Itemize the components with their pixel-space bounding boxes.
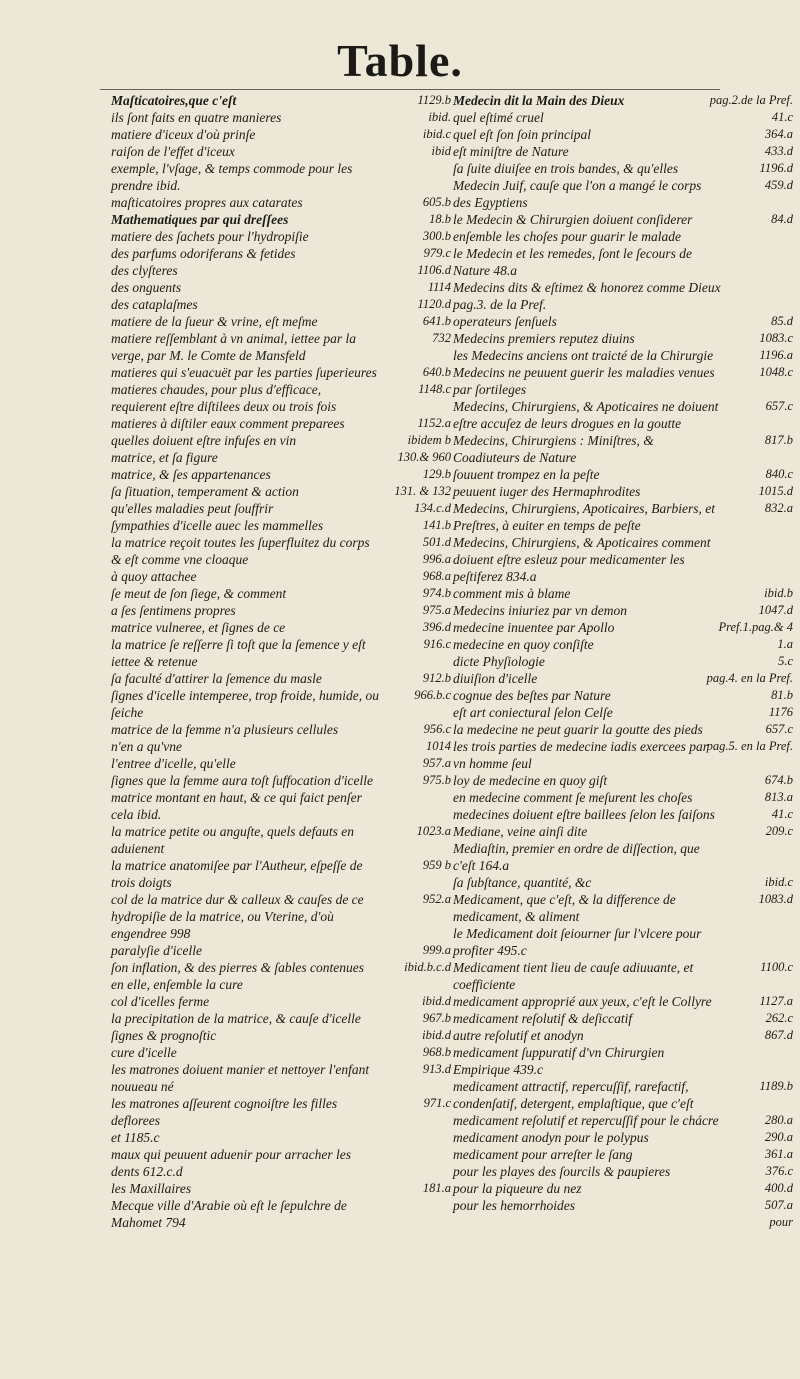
entry-text: Mecque ville d'Arabie où eſt le ſepulchre de Mahomet 794 bbox=[111, 1198, 347, 1230]
entry-text: matieres chaudes, pour plus d'efficace, requierent eſtre diſtilees deux ou trois fois bbox=[111, 382, 337, 414]
index-entry bbox=[111, 568, 451, 585]
entry-text: medicament reſolutif et repercuſſif pour le chácre bbox=[453, 1113, 719, 1128]
index-entry bbox=[111, 585, 451, 602]
entry-text: les trois parties de medecine iadis exercees par vn homme ſeul bbox=[453, 739, 709, 771]
entry-page-ref: 974.b bbox=[422, 586, 451, 600]
entry-text: Medecins, Chirurgiens, Apoticaires, Barbiers, et Preſtres, à euiter en temps de peſte bbox=[453, 501, 715, 533]
entry-text: comment mis à blame bbox=[453, 586, 571, 601]
entry-text: Mediane, veine ainſi dite bbox=[453, 824, 588, 839]
entry-page-ref: 262.c bbox=[765, 1011, 793, 1025]
entry-page-ref: 959 b bbox=[422, 858, 451, 872]
entry-text: peuuent iuger des Hermaphrodites bbox=[453, 484, 641, 499]
entry-page-ref: 952.a bbox=[422, 892, 451, 906]
entry-page-ref: 832.a bbox=[764, 501, 793, 515]
entry-page-ref: 400.d bbox=[764, 1181, 793, 1195]
entry-page-ref: 364.a bbox=[764, 127, 793, 141]
entry-text: medecine inuentee par Apollo bbox=[453, 620, 615, 635]
entry-page-ref: 181.a bbox=[422, 1181, 451, 1195]
entry-text: & eſt comme vne cloaque bbox=[111, 552, 249, 567]
index-entry bbox=[453, 806, 793, 823]
index-entry bbox=[453, 279, 793, 313]
index-entry bbox=[111, 211, 451, 228]
entry-text: ils ſont faits en quatre manieres bbox=[111, 110, 282, 125]
entry-text: les matrones aſſeurent cognoiſtre les filles deflorees bbox=[111, 1096, 338, 1128]
entry-text: les Medecins anciens ont traicté de la Chirurgie bbox=[453, 348, 714, 363]
entry-page-ref: ibid.b.c.d bbox=[404, 960, 451, 974]
entry-text: matrice, & ſes appartenances bbox=[111, 467, 271, 482]
index-entry bbox=[453, 177, 793, 211]
entry-text: ſa ſituation, temperament & action bbox=[111, 484, 299, 499]
entry-page-ref: 5.c bbox=[778, 654, 793, 668]
entry-page-ref: 657.c bbox=[765, 722, 793, 736]
entry-page-ref: 507.a bbox=[764, 1198, 793, 1212]
entry-page-ref: 1129.b bbox=[417, 93, 451, 107]
entry-page-ref: ibid.b bbox=[764, 586, 793, 600]
entry-text: matrice de la femme n'a plusieurs cellules bbox=[111, 722, 339, 737]
index-entry bbox=[111, 296, 451, 313]
index-entry bbox=[453, 840, 793, 874]
entry-text: Medecins ne peuuent guerir les maladies venues par ſortileges bbox=[453, 365, 715, 397]
entry-page-ref: 971.c bbox=[423, 1096, 451, 1110]
entry-page-ref: 967.b bbox=[422, 1011, 451, 1025]
index-entry bbox=[111, 330, 451, 364]
entry-page-ref: 1120.d bbox=[417, 297, 451, 311]
entry-page-ref: 361.a bbox=[764, 1147, 793, 1161]
index-entry bbox=[453, 245, 793, 279]
entry-page-ref: 376.c bbox=[765, 1164, 793, 1178]
entry-text: ſon inflation, & des pierres & ſables contenues en elle, enſemble la cure bbox=[111, 960, 364, 992]
entry-text: en medecine comment ſe meſurent les choſes bbox=[453, 790, 693, 805]
index-entry bbox=[453, 993, 793, 1010]
entry-text: loy de medecine en quoy giſt bbox=[453, 773, 608, 788]
index-entry bbox=[453, 126, 793, 143]
entry-page-ref: 129.b bbox=[422, 467, 451, 481]
entry-text: cognue des beſtes par Nature bbox=[453, 688, 611, 703]
entry-text: medicament anodyn pour le polypus bbox=[453, 1130, 649, 1145]
index-entry bbox=[111, 823, 451, 857]
index-entry bbox=[111, 1129, 451, 1146]
entry-text: matiere de la ſueur & vrine, eſt meſme bbox=[111, 314, 318, 329]
index-entry bbox=[111, 908, 451, 942]
entry-text: matrice montant en haut, & ce qui faict penſer cela ibid. bbox=[111, 790, 362, 822]
index-entry bbox=[453, 1010, 793, 1027]
entry-text: ſe meut de ſon ſiege, & comment bbox=[111, 586, 287, 601]
entry-text: ſignes & prognoſtic bbox=[111, 1028, 217, 1043]
entry-text: medicament ſuppuratif d'vn Chirurgien Empirique 439.c bbox=[453, 1045, 665, 1077]
entry-page-ref: 640.b bbox=[422, 365, 451, 379]
entry-text: matieres qui s'euacuët par les parties ſuperieures bbox=[111, 365, 377, 380]
entry-text: et 1185.c bbox=[111, 1130, 160, 1145]
index-entry bbox=[111, 432, 451, 449]
entry-text: Medecins, Chirurgiens, & Apoticaires ne doiuent eſtre accuſez de leurs drogues en la goutte bbox=[453, 399, 719, 431]
index-entry bbox=[453, 670, 793, 687]
entry-text: maux qui peuuent aduenir pour arracher les dents 612.c.d bbox=[111, 1147, 351, 1179]
entry-page-ref: 1196.a bbox=[759, 348, 793, 362]
index-entry bbox=[453, 1112, 793, 1129]
page-title: Table. bbox=[337, 35, 463, 86]
entry-page-ref: 732 bbox=[432, 331, 451, 345]
index-entry bbox=[453, 738, 793, 772]
entry-page-ref: 1152.a bbox=[417, 416, 451, 430]
entry-text: des clyſteres bbox=[111, 263, 178, 278]
entry-page-ref: 674.b bbox=[764, 773, 793, 787]
entry-page-ref: 41.c bbox=[771, 110, 793, 124]
entry-text: qu'elles maladies peut ſouffrir bbox=[111, 501, 274, 516]
entry-text: ſouuent trompez en la peſte bbox=[453, 467, 600, 482]
entry-text: maſticatoires propres aux catarates bbox=[111, 195, 303, 210]
index-entry bbox=[453, 925, 793, 959]
index-entry bbox=[111, 466, 451, 483]
entry-text: pour les playes des ſourcils & paupieres bbox=[453, 1164, 671, 1179]
index-entry bbox=[111, 772, 451, 789]
index-entry bbox=[453, 1197, 793, 1214]
entry-text: medicament approprié aux yeux, c'eſt le Collyre bbox=[453, 994, 712, 1009]
entry-page-ref: 913.d bbox=[422, 1062, 451, 1076]
entry-page-ref: 605.b bbox=[422, 195, 451, 209]
entry-page-ref: 641.b bbox=[422, 314, 451, 328]
index-entry bbox=[453, 466, 793, 483]
entry-page-ref: ibid bbox=[431, 144, 451, 158]
entry-text: la matrice reçoit toutes les ſuperfluitez du corps bbox=[111, 535, 370, 550]
index-entry bbox=[453, 432, 793, 466]
index-column-right bbox=[453, 92, 793, 1229]
index-entry bbox=[111, 262, 451, 279]
entry-text: le Medecin et les remedes, ſont le ſecours de Nature 48.a bbox=[453, 246, 693, 278]
index-entry bbox=[111, 942, 451, 959]
index-entry bbox=[111, 381, 451, 415]
index-entry bbox=[453, 1129, 793, 1146]
entry-text: matiere des ſachets pour l'hydropiſie bbox=[111, 229, 309, 244]
index-entry bbox=[111, 1197, 451, 1231]
index-entry bbox=[111, 364, 451, 381]
entry-text: les matrones doiuent manier et nettoyer l'enfant nouueau né bbox=[111, 1062, 370, 1094]
entry-page-ref: 433.d bbox=[764, 144, 793, 158]
index-entry bbox=[111, 738, 451, 755]
index-entry bbox=[453, 364, 793, 398]
index-entry bbox=[111, 959, 451, 993]
entry-text: Medecin dit la Main des Dieux bbox=[453, 93, 625, 108]
entry-page-ref: 968.a bbox=[422, 569, 451, 583]
entry-page-ref: pag.5. en la Pref. bbox=[706, 739, 793, 753]
entry-page-ref: 1100.c bbox=[760, 960, 793, 974]
entry-text: le Medecin & Chirurgien doiuent conſiderer enſemble les choſes pour guarir le malade bbox=[453, 212, 693, 244]
entry-page-ref: 817.b bbox=[764, 433, 793, 447]
index-entry bbox=[453, 1146, 793, 1163]
index-entry bbox=[111, 160, 451, 194]
index-entry bbox=[111, 109, 451, 126]
entry-page-ref: 85.d bbox=[771, 314, 793, 328]
entry-text: Mathematiques par qui dreſſees bbox=[111, 212, 289, 227]
entry-text: matiere d'iceux d'où prinſe bbox=[111, 127, 256, 142]
index-entry bbox=[111, 194, 451, 211]
index-entry bbox=[111, 1095, 451, 1129]
index-entry bbox=[111, 687, 451, 721]
index-entry bbox=[111, 891, 451, 908]
index-entry bbox=[111, 313, 451, 330]
index-entry bbox=[453, 109, 793, 126]
index-entry bbox=[111, 636, 451, 670]
entry-page-ref: 131. & 132 bbox=[394, 484, 451, 498]
entry-text: les Maxillaires bbox=[111, 1181, 192, 1196]
entry-page-ref: 290.a bbox=[764, 1130, 793, 1144]
entry-text: quel eſtimé cruel bbox=[453, 110, 544, 125]
entry-page-ref: 999.a bbox=[422, 943, 451, 957]
entry-page-ref: 280.a bbox=[764, 1113, 793, 1127]
entry-page-ref: 1189.b bbox=[759, 1079, 793, 1093]
entry-page-ref: 1106.d bbox=[417, 263, 451, 277]
entry-text: dicte Phyſiologie bbox=[453, 654, 545, 669]
entry-page-ref: 1176 bbox=[768, 705, 793, 719]
entry-text: matrice, et ſa figure bbox=[111, 450, 218, 465]
entry-page-ref: pag.4. en la Pref. bbox=[706, 671, 793, 685]
entry-page-ref: 966.b.c bbox=[414, 688, 451, 702]
entry-page-ref: ibid.c bbox=[422, 127, 451, 141]
index-entry bbox=[453, 891, 793, 925]
index-entry bbox=[111, 279, 451, 296]
entry-page-ref: 209.c bbox=[765, 824, 793, 838]
entry-text: Mediaſtin, premier en ordre de diſſection, que c'eſt 164.a bbox=[453, 841, 700, 873]
entry-page-ref: 979.c bbox=[423, 246, 451, 260]
entry-page-ref: 396.d bbox=[422, 620, 451, 634]
entry-text: ſa ſuite diuiſee en trois bandes, & qu'elles bbox=[453, 161, 679, 176]
index-entry bbox=[453, 1044, 793, 1078]
entry-page-ref: ibid.d bbox=[422, 994, 451, 1008]
index-entry bbox=[111, 1010, 451, 1027]
entry-page-ref: 1148.c bbox=[418, 382, 451, 396]
entry-text: la matrice petite ou anguſte, quels defauts en aduienent bbox=[111, 824, 354, 856]
entry-text: diuiſion d'icelle bbox=[453, 671, 538, 686]
entry-page-ref: 1083.d bbox=[758, 892, 793, 906]
index-entry bbox=[453, 211, 793, 245]
index-entry bbox=[111, 619, 451, 636]
entry-text: pour les hemorrhoides bbox=[453, 1198, 576, 1213]
index-entry bbox=[453, 704, 793, 721]
entry-page-ref: 1196.d bbox=[759, 161, 793, 175]
entry-text: la matrice ſe reſſerre ſi toſt que la ſemence y eſt iettee & retenue bbox=[111, 637, 366, 669]
entry-text: le Medicament doit ſeiourner ſur l'vlcere pour profiter 495.c bbox=[453, 926, 702, 958]
index-entry bbox=[453, 619, 793, 636]
index-entry bbox=[111, 517, 451, 534]
entry-text: a ſes ſentimens propres bbox=[111, 603, 236, 618]
entry-page-ref: ibid. bbox=[428, 110, 451, 124]
entry-page-ref: 1083.c bbox=[759, 331, 793, 345]
index-entry bbox=[453, 483, 793, 500]
entry-page-ref: 968.b bbox=[422, 1045, 451, 1059]
index-entry bbox=[453, 959, 793, 993]
entry-text: Medecin Juif, cauſe que l'on a mangé le corps des Egyptiens bbox=[453, 178, 702, 210]
index-entry bbox=[453, 772, 793, 789]
entry-page-ref: 41.c bbox=[771, 807, 793, 821]
entry-text: ſa faculté d'attirer la ſemence du masle bbox=[111, 671, 322, 686]
index-entry bbox=[111, 789, 451, 823]
entry-text: medecine en quoy conſiſte bbox=[453, 637, 594, 652]
title-rule bbox=[100, 89, 720, 90]
entry-page-ref: 300.b bbox=[422, 229, 451, 243]
index-entry bbox=[111, 1044, 451, 1061]
entry-text: eſt miniſtre de Nature bbox=[453, 144, 569, 159]
index-entry bbox=[111, 755, 451, 772]
entry-page-ref: 1127.a bbox=[759, 994, 793, 1008]
entry-text: des onguents bbox=[111, 280, 182, 295]
index-entry bbox=[111, 143, 451, 160]
entry-text: matrice vulneree, et ſignes de ce bbox=[111, 620, 286, 635]
entry-text: operateurs ſenſuels bbox=[453, 314, 557, 329]
entry-text: l'entree d'icelle, qu'elle bbox=[111, 756, 236, 771]
entry-page-ref: 840.c bbox=[765, 467, 793, 481]
entry-page-ref: 18.b bbox=[429, 212, 451, 226]
entry-text: Medicament tient lieu de cauſe adiuuante, et coefficiente bbox=[453, 960, 694, 992]
index-entry bbox=[453, 313, 793, 330]
entry-page-ref: 867.d bbox=[764, 1028, 793, 1042]
entry-text: ſa ſubſtance, quantité, &c bbox=[453, 875, 592, 890]
index-entry bbox=[453, 1180, 793, 1197]
index-entry bbox=[111, 1180, 451, 1197]
index-entry bbox=[453, 874, 793, 891]
entry-text: la matrice anatomiſee par l'Autheur, eſpeſſe de trois doigts bbox=[111, 858, 363, 890]
entry-page-ref: 81.b bbox=[771, 688, 793, 702]
entry-page-ref: 957.a bbox=[422, 756, 451, 770]
index-entry bbox=[111, 534, 451, 551]
entry-text: eſt art coniectural ſelon Celſe bbox=[453, 705, 613, 720]
index-entry bbox=[111, 415, 451, 432]
entry-page-ref: 912.b bbox=[422, 671, 451, 685]
entry-page-ref: 1023.a bbox=[416, 824, 451, 838]
entry-page-ref: 956.c bbox=[423, 722, 451, 736]
entry-text: Medecins premiers reputez diuins bbox=[453, 331, 635, 346]
entry-text: exemple, l'vſage, & temps commode pour les prendre ibid. bbox=[111, 161, 353, 193]
entry-text: matieres à diſtiler eaux comment preparees bbox=[111, 416, 345, 431]
index-entry bbox=[453, 721, 793, 738]
entry-page-ref: 459.d bbox=[764, 178, 793, 192]
index-entry bbox=[453, 1078, 793, 1112]
index-entry bbox=[111, 500, 451, 517]
entry-page-ref: 657.c bbox=[765, 399, 793, 413]
index-entry bbox=[453, 636, 793, 653]
entry-page-ref: pour bbox=[769, 1215, 793, 1229]
entry-text: col d'icelles ferme bbox=[111, 994, 210, 1009]
index-entry bbox=[111, 245, 451, 262]
index-entry bbox=[453, 789, 793, 806]
entry-text: paralyſie d'icelle bbox=[111, 943, 202, 958]
entry-page-ref: 1048.c bbox=[759, 365, 793, 379]
entry-page-ref: 1014 bbox=[426, 739, 451, 753]
index-entry bbox=[453, 500, 793, 534]
entry-page-ref: 84.d bbox=[771, 212, 793, 226]
entry-page-ref: ibid.c bbox=[764, 875, 793, 889]
entry-text: ſignes que la femme aura toſt ſuffocation d'icelle bbox=[111, 773, 373, 788]
entry-text: medicament pour arreſter le ſang bbox=[453, 1147, 633, 1162]
entry-page-ref: 1114 bbox=[427, 280, 451, 294]
entry-text: des parfums odoriferans & fetides bbox=[111, 246, 296, 261]
entry-page-ref: 813.a bbox=[764, 790, 793, 804]
entry-text: Medicament, que c'eſt, & la difference de medicament, & aliment bbox=[453, 892, 676, 924]
index-entry bbox=[453, 347, 793, 364]
index-entry bbox=[111, 228, 451, 245]
index-entry bbox=[453, 653, 793, 670]
entry-page-ref: 975.a bbox=[422, 603, 451, 617]
index-entry bbox=[453, 823, 793, 840]
index-column-left bbox=[111, 92, 451, 1231]
index-entry bbox=[453, 585, 793, 602]
index-entry bbox=[111, 92, 451, 109]
index-entry bbox=[111, 551, 451, 568]
entry-page-ref: 141.b bbox=[422, 518, 451, 532]
entry-page-ref: pag.2.de la Pref. bbox=[709, 93, 793, 107]
index-entry bbox=[111, 1061, 451, 1095]
entry-text: Maſticatoires,que c'eſt bbox=[111, 93, 237, 108]
entry-page-ref: 134.c.d bbox=[414, 501, 451, 515]
entry-text: quel eſt ſon ſoin principal bbox=[453, 127, 591, 142]
entry-page-ref: ibidem b bbox=[407, 433, 451, 447]
entry-text: Medecins iniuriez par vn demon bbox=[453, 603, 627, 618]
index-entry bbox=[453, 398, 793, 432]
entry-page-ref: 1047.d bbox=[758, 603, 793, 617]
entry-page-ref: 501.d bbox=[422, 535, 451, 549]
index-entry bbox=[453, 1163, 793, 1180]
index-entry bbox=[453, 92, 793, 109]
index-entry bbox=[111, 449, 451, 466]
entry-page-ref: 916.c bbox=[423, 637, 451, 651]
entry-page-ref: 1015.d bbox=[758, 484, 793, 498]
index-entry bbox=[111, 126, 451, 143]
entry-text: matiere reſſemblant à vn animal, iettee par la verge, par M. le Comte de Mansfeld bbox=[111, 331, 356, 363]
entry-text: quelles doiuent eſtre infuſes en vin bbox=[111, 433, 297, 448]
entry-text: des cataplaſmes bbox=[111, 297, 198, 312]
index-entry bbox=[453, 602, 793, 619]
index-entry bbox=[111, 602, 451, 619]
entry-text: medicament attractif, repercuſſif, rarefactif, condenſatif, detergent, emplaſtique, que c'eſt bbox=[453, 1079, 694, 1111]
index-entry bbox=[111, 721, 451, 738]
entry-text: raiſon de l'effet d'iceux bbox=[111, 144, 235, 159]
index-entry bbox=[453, 160, 793, 177]
entry-page-ref: 975.b bbox=[422, 773, 451, 787]
entry-page-ref: 1.a bbox=[777, 637, 793, 651]
index-entry bbox=[111, 483, 451, 500]
index-entry bbox=[453, 687, 793, 704]
entry-text: ſignes d'icelle intemperee, trop froide, humide, ou ſeiche bbox=[111, 688, 379, 720]
entry-text: Medecins dits & eſtimez & honorez comme Dieux pag.3. de la Pref. bbox=[453, 280, 721, 312]
entry-text: medicament reſolutif & deſiccatif bbox=[453, 1011, 633, 1026]
index-entry bbox=[111, 857, 451, 891]
entry-text: medecines doiuent eſtre baillees ſelon les ſaiſons bbox=[453, 807, 715, 822]
entry-text: Medecins, Chirurgiens : Miniſtres, & Coadiuteurs de Nature bbox=[453, 433, 654, 465]
entry-page-ref: Pref.1.pag.& 4 bbox=[718, 620, 793, 634]
index-entry bbox=[453, 330, 793, 347]
index-entry bbox=[453, 1027, 793, 1044]
entry-text: la medecine ne peut guarir la goutte des pieds bbox=[453, 722, 703, 737]
entry-page-ref: 130.& 960 bbox=[397, 450, 451, 464]
entry-text: autre reſolutif et anodyn bbox=[453, 1028, 584, 1043]
index-entry bbox=[111, 993, 451, 1010]
index-entry bbox=[111, 1146, 451, 1180]
entry-text: Medecins, Chirurgiens, & Apoticaires comment doiuent eſtre esleuz pour medicamenter les peſtiferez 834.a bbox=[453, 535, 711, 584]
entry-text: à quoy attachee bbox=[111, 569, 197, 584]
entry-page-ref: 996.a bbox=[422, 552, 451, 566]
entry-text: ſympathies d'icelle auec les mammelles bbox=[111, 518, 324, 533]
index-entry bbox=[453, 143, 793, 160]
entry-text: col de la matrice dur & calleux & cauſes de ce bbox=[111, 892, 364, 907]
entry-text: cure d'icelle bbox=[111, 1045, 177, 1060]
entry-text: n'en a qu'vne bbox=[111, 739, 183, 754]
entry-page-ref: ibid.d bbox=[422, 1028, 451, 1042]
entry-text: hydropiſie de la matrice, ou Vterine, d'où engendree 998 bbox=[111, 909, 334, 941]
index-entry bbox=[111, 1027, 451, 1044]
index-entry bbox=[111, 670, 451, 687]
entry-text: la precipitation de la matrice, & cauſe d'icelle bbox=[111, 1011, 361, 1026]
entry-text: pour la piqueure du nez bbox=[453, 1181, 582, 1196]
index-entry bbox=[453, 534, 793, 585]
